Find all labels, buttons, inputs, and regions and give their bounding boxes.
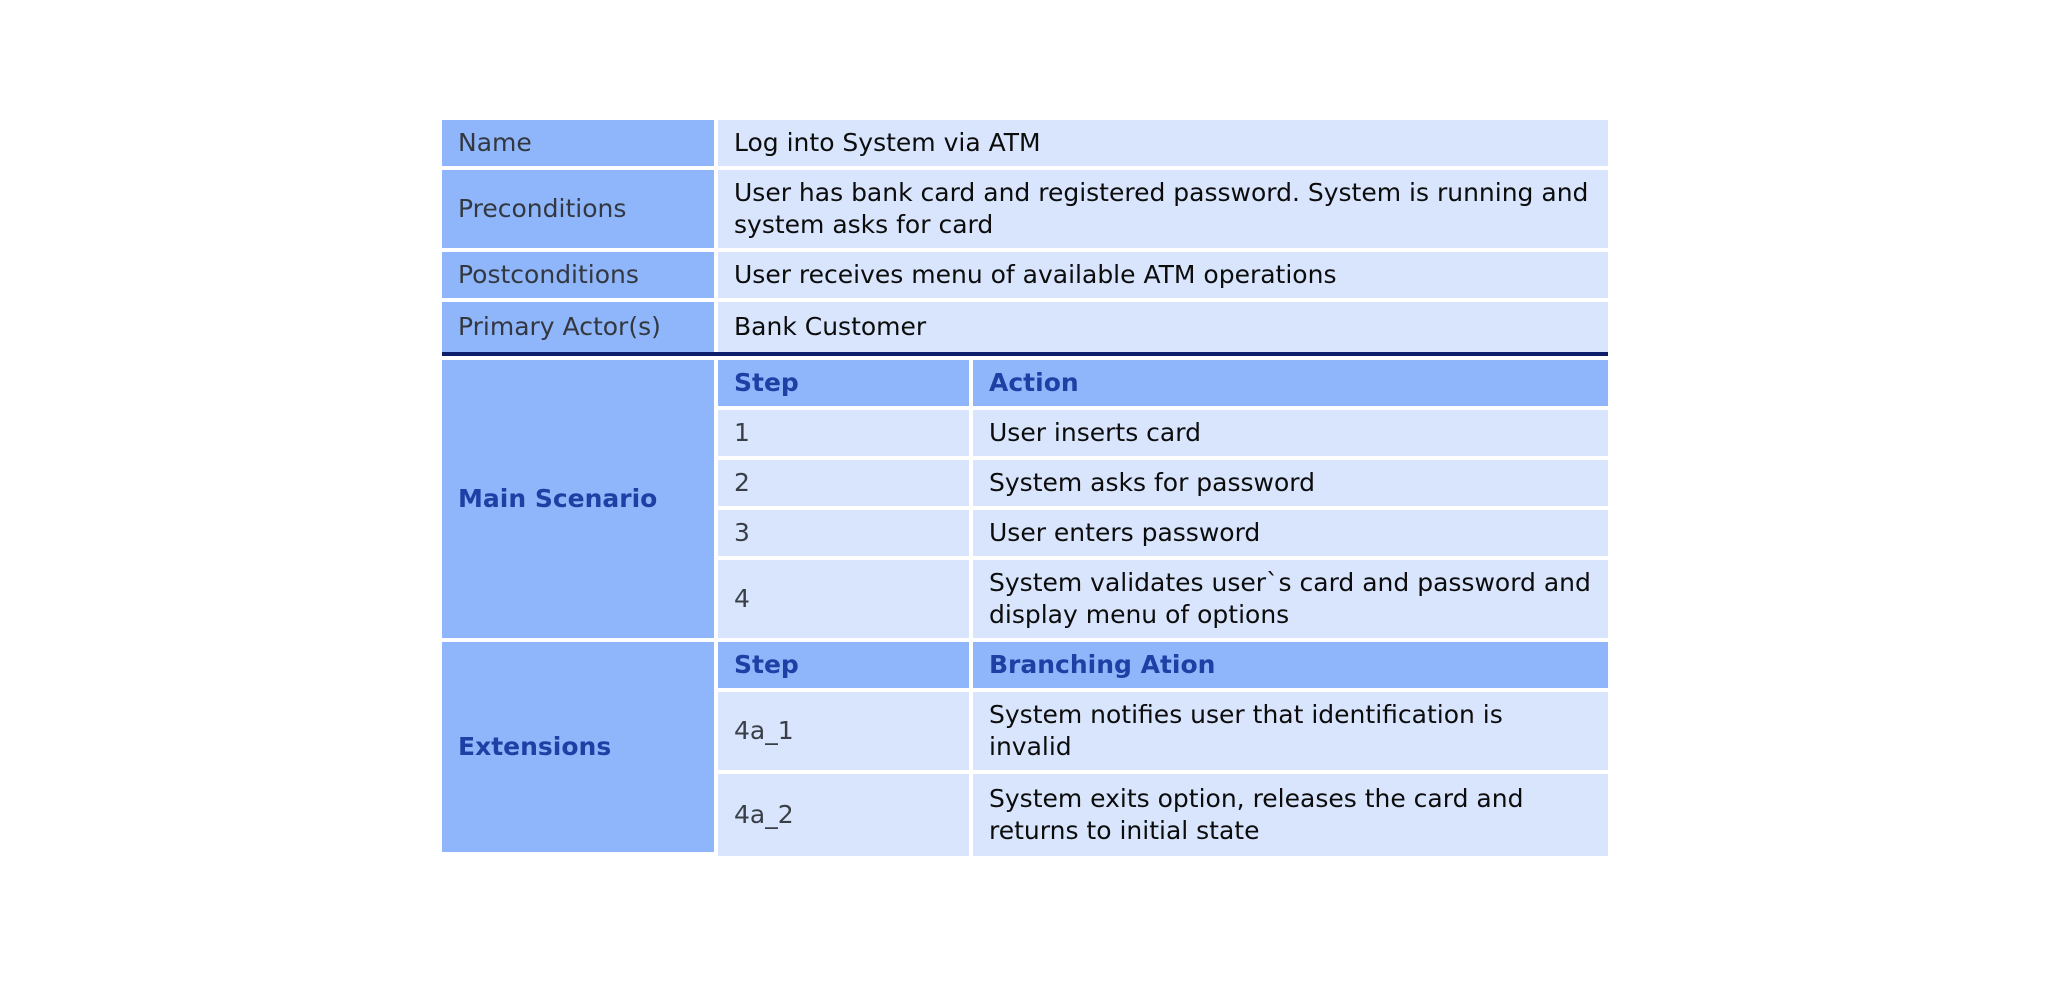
main-scenario-label: Main Scenario <box>442 360 718 642</box>
step-action: System exits option, releases the card and returns to initial state <box>973 774 1608 856</box>
postconditions-label: Postconditions <box>442 252 718 302</box>
name-label: Name <box>442 120 718 170</box>
extensions-action-header: Branching Ation <box>973 642 1608 692</box>
use-case-table <box>442 120 1608 856</box>
step-number: 4 <box>718 560 973 642</box>
step-action: System validates user`s card and password and display menu of options <box>973 560 1608 642</box>
primary-actors-label: Primary Actor(s) <box>442 302 718 352</box>
main-scenario-step-header: Step <box>718 360 973 410</box>
extensions-header-row <box>442 642 1608 692</box>
step-action: User inserts card <box>973 410 1608 460</box>
postconditions-value: User receives menu of available ATM operations <box>718 252 1608 302</box>
step-action: User enters password <box>973 510 1608 560</box>
main-scenario-action-header: Action <box>973 360 1608 410</box>
preconditions-label: Preconditions <box>442 170 718 252</box>
preconditions-row <box>442 170 1608 252</box>
step-number: 4a_1 <box>718 692 973 774</box>
step-action: System asks for password <box>973 460 1608 510</box>
step-number: 4a_2 <box>718 774 973 856</box>
primary-actors-value: Bank Customer <box>718 302 1608 352</box>
main-scenario-header-row <box>442 360 1608 410</box>
step-number: 3 <box>718 510 973 560</box>
extensions-label: Extensions <box>442 642 718 856</box>
primary-actors-row <box>442 302 1608 352</box>
name-value: Log into System via ATM <box>718 120 1608 170</box>
step-number: 1 <box>718 410 973 460</box>
postconditions-row <box>442 252 1608 302</box>
preconditions-value: User has bank card and registered password. System is running and system asks for card <box>718 170 1608 252</box>
step-number: 2 <box>718 460 973 510</box>
extensions-step-header: Step <box>718 642 973 692</box>
step-action: System notifies user that identification is invalid <box>973 692 1608 774</box>
name-row <box>442 120 1608 170</box>
